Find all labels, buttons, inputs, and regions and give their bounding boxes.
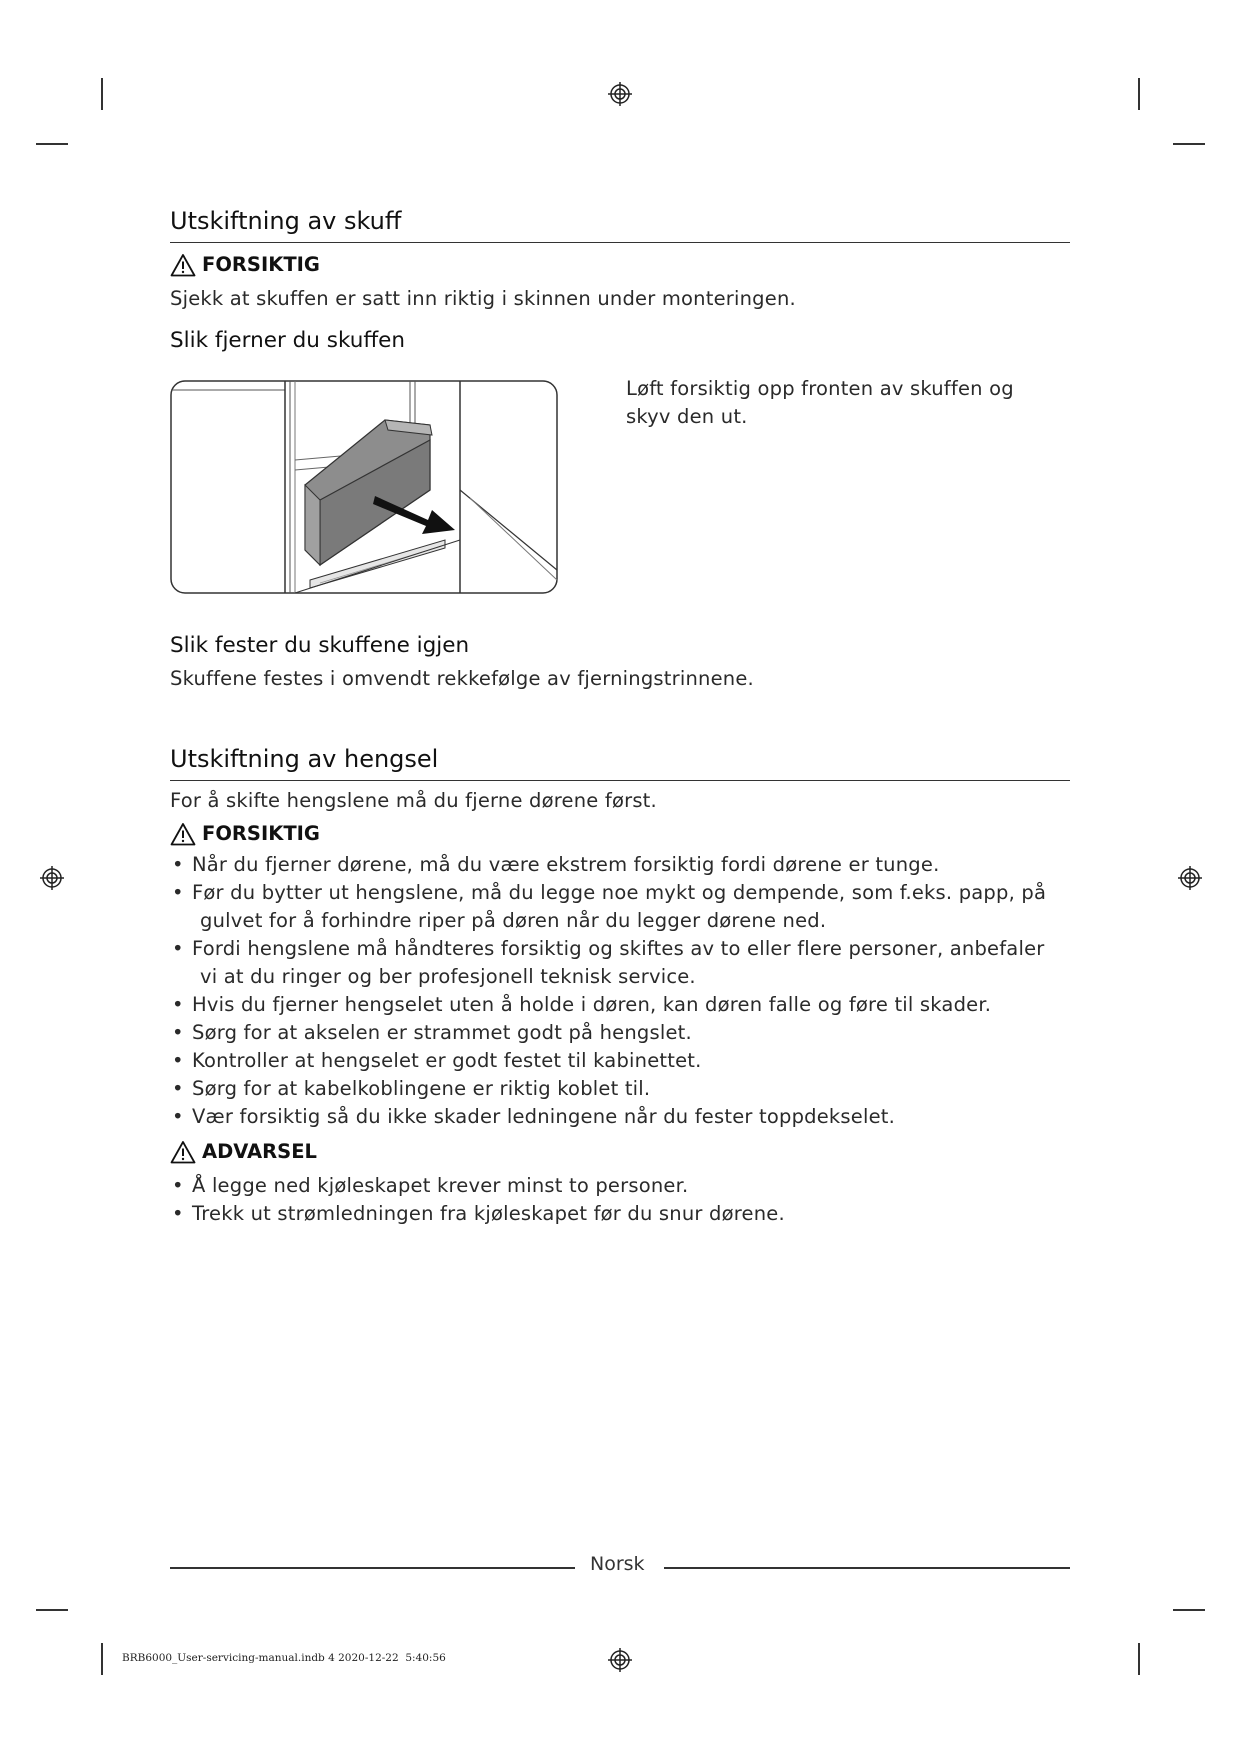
section-title-hinge: Utskiftning av hengsel [170, 744, 1070, 781]
remove-instruction-line2: skyv den ut. [626, 405, 748, 428]
caution-list [170, 851, 1070, 1131]
print-slug: BRB6000_User-servicing-manual.indb 4 2020-12-22 ￼￼ 5:40:56 [122, 1652, 446, 1664]
remove-instruction-line1: Løft forsiktig opp fronten av skuffen og [626, 377, 1014, 400]
list-item: • Når du fjerner dørene, må du være ekstrem forsiktig fordi dørene er tunge. [172, 853, 940, 876]
registration-mark-icon [1178, 866, 1202, 890]
registration-mark-icon [608, 1648, 632, 1672]
list-item: • Sørg for at kabelkoblingene er riktig koblet til. [172, 1077, 651, 1100]
crop-mark-top-left-horizontal [36, 143, 68, 145]
footer-rule-left [170, 1567, 575, 1569]
remove-drawer-title: Slik fjerner du skuffen [170, 328, 406, 353]
registration-mark-icon [608, 82, 632, 106]
hinge-intro: For å skifte hengslene må du fjerne dørene først. [170, 789, 657, 812]
caution-label: FORSIKTIG [202, 822, 320, 845]
drawer-removal-illustration [170, 380, 558, 594]
caution-heading [170, 251, 320, 279]
list-item: • Før du bytter ut hengslene, må du legge noe mykt og dempende, som f.eks. papp, på gulvet for å forhindre riper på døren når du legger dørene ned. [172, 881, 1047, 932]
caution-text: Sjekk at skuffen er satt inn riktig i skinnen under monteringen. [170, 287, 796, 310]
caution-heading [170, 820, 320, 848]
list-item: • Sørg for at akselen er strammet godt på hengslet. [172, 1021, 692, 1044]
crop-mark-top-left-vertical [101, 78, 103, 110]
crop-mark-bottom-left-horizontal [36, 1609, 68, 1611]
list-item: • Kontroller at hengselet er godt festet til kabinettet. [172, 1049, 702, 1072]
footer-rule-right [664, 1567, 1070, 1569]
warning-heading [170, 1138, 317, 1166]
warning-triangle-icon [170, 822, 196, 846]
list-item: • Hvis du fjerner hengselet uten å holde i døren, kan døren falle og føre til skader. [172, 993, 992, 1016]
registration-mark-icon [40, 866, 64, 890]
refit-drawer-text: Skuffene festes i omvendt rekkefølge av fjerningstrinnene. [170, 667, 754, 690]
caution-label: FORSIKTIG [202, 253, 320, 276]
list-item: • Vær forsiktig så du ikke skader ledningene når du fester toppdekselet. [172, 1105, 896, 1128]
section-title-drawer: Utskiftning av skuff [170, 206, 1070, 243]
refit-drawer-title: Slik fester du skuffene igjen [170, 633, 470, 658]
warning-label: ADVARSEL [202, 1140, 317, 1163]
crop-mark-top-right-horizontal [1173, 143, 1205, 145]
warning-list [170, 1172, 1070, 1228]
warning-triangle-icon [170, 253, 196, 277]
crop-mark-bottom-right-vertical [1138, 1643, 1140, 1675]
list-item: • Trekk ut strømledningen fra kjøleskapet før du snur dørene. [172, 1202, 785, 1225]
footer-language: Norsk [590, 1553, 645, 1575]
list-item: • Å legge ned kjøleskapet krever minst to personer. [172, 1174, 689, 1197]
warning-triangle-icon [170, 1140, 196, 1164]
crop-mark-bottom-right-horizontal [1173, 1609, 1205, 1611]
crop-mark-top-right-vertical [1138, 78, 1140, 110]
list-item: • Fordi hengslene må håndteres forsiktig og skiftes av to eller flere personer, anbefaler vi at du ringer og ber profesjonell teknisk service. [172, 937, 1045, 988]
crop-mark-bottom-left-vertical [101, 1643, 103, 1675]
